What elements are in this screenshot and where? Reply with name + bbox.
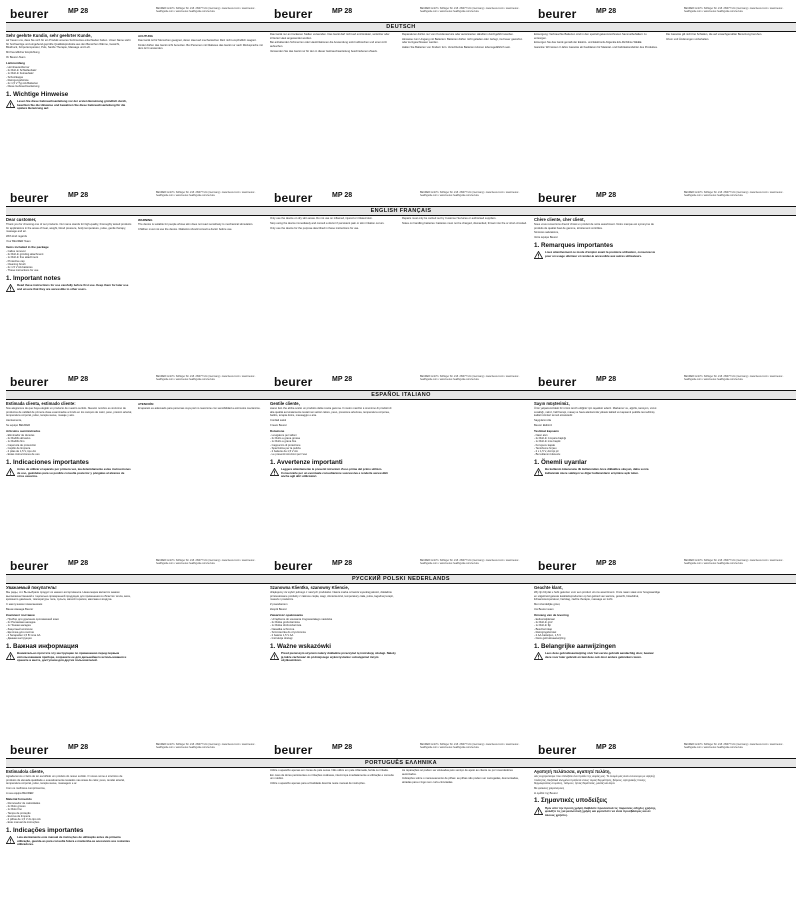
spread-header [0,558,802,574]
warning-text: Πριν από την πρώτη χρήση διαβάστε προσεκτικά τις παρούσες οδηγίες χρήσης, φυλάξτε τις για μελλοντική χρήση και φροντίστε να είναι προσβάσιμες και σε άλλους χρήστες. [545,805,657,817]
delivery-item: - 1x Roll-In fijn [534,624,552,628]
delivery-item: - Protective cap [6,259,25,263]
delivery-item: - Szczoteczka do czyszczenia [270,630,306,634]
greeting-title: Уважаемый покупатель! [6,585,57,590]
model-label: MP 28 [332,376,353,383]
page-left-col-a [6,217,132,357]
team-signature: A sua equipa BEURER [6,791,34,795]
body-paragraph: Indicações sobre o manuseamento de pilhas: as pilhas não podem ser carregadas, desmontadas, atiradas para o fogo nem curto-circuitadas. [402,777,519,784]
model-label: MP 28 [332,8,353,15]
spread-header [0,190,802,206]
beurer-logo: beurer [274,191,313,205]
delivery-item: - Escova de limpeza [6,814,31,818]
delivery-title: Комплект поставки [6,612,35,617]
manual-spread-pt-el [0,736,802,912]
delivery-item: - Cappuccio di protezione [270,443,301,447]
page-header-mid [270,558,534,574]
page-right-col-a [534,401,660,541]
greeting-title: Αγαπητή πελάτισσα, αγαπητέ πελάτη, [534,769,611,774]
body-paragraph: As reparações só podem ser efetuadas pelo serviço de apoio ao cliente ou por revendedores autorizados. [402,769,513,776]
delivery-item: - 2 pilhas de 1,5 V do tipo AA [6,818,41,822]
delivery-item: - Beschermkap [534,627,553,631]
delivery-item: - 2x 1,5 V Typ AA Batterien [6,82,39,86]
delivery-item: - 2x 1.5 V AA batteries [6,266,33,270]
model-label: MP 28 [68,744,89,751]
delivery-item: - Diese Gebrauchsanleitung [6,85,40,89]
team-signature: Zespół Beurer [270,607,287,611]
language-band: РУССКИЙ POLSKI NEDERLANDS [6,574,796,584]
delivery-item: - Instrukcja obsługi [270,637,293,641]
delivery-title: Zawartość opakowania [270,612,303,617]
intro-paragraph: wir freuen uns, dass Sie sich für ein Produkt unseres Sortimentes entschieden haben. Unser Name steht für hochwertige und eingehend geprüfte Qualitätsprodukte aus den Bereichen Wärme, Gewicht, Blutdruck, Körpertemperatur, Puls, Sanfte Therapie, Massage und Luft. [6,39,131,49]
warning-text: Przed pierwszym użyciem należy dokładnie przeczytać tę instrukcję obsługi. Należy ją także zachować do późniejszego wykorzystania i udostępniać innym użytkownikom. [281,651,396,663]
note-title: WARNING [138,218,153,222]
delivery-item: - 2x Roll-In grinding attachment [6,252,44,256]
address-line: BEURER GmbH • Söflinger Str. 218 • 89077 Ulm (Germany) • www.beurer.com • www.beurer-healthguide.com • www.beurer-healthguide.com/service [684,743,784,749]
model-label: MP 28 [332,744,353,751]
body-paragraph: Die Garantie gilt nicht bei Schäden, die auf unsachgemäßer Benutzung beruhen. [666,33,763,36]
closing-line: Met vriendelijke groet, [534,602,561,606]
page-mid-col-a [270,33,396,173]
delivery-item: - Estas instrucciones de uso [6,453,40,457]
beurer-logo: beurer [274,375,313,389]
intro-paragraph: Thank you for choosing one of our products. Our name stands for high-quality, thoroughly tested products for applications in the areas of heat, weight, blood pressure, body temperature, pulse, gentle therapy, massage and air. [6,223,132,233]
section-heading: 1. Σημαντικές υποδείξεις [534,797,608,805]
model-label: MP 28 [68,8,89,15]
greeting-title: Chère cliente, cher client, [534,217,585,222]
delivery-item: - 2x Rodillo abrasivo [6,436,31,440]
page-left-col-b [138,33,264,173]
delivery-item: - Le presenti istruzioni per l'uso [270,453,308,457]
section-heading: 1. Ważne wskazówki [270,642,332,650]
page-header-left [6,190,270,206]
beurer-logo: beurer [538,375,577,389]
delivery-item: - Защитный колпачок [6,627,33,631]
page-mid-col-b [402,33,528,173]
intro-paragraph: Мы рады, что Вы выбрали продукт из нашего ассортимента. Наша марка является знаком высококачественной и тщательно проверенной продукции для применения в областях тепла, веса, кровяного давления, температуры тела, пульса, мягкой терапии, массажа и воздуха. [6,591,131,601]
spread-header [0,742,802,758]
delivery-item: - Прибор для удаления ороговевшей кожи [6,617,59,621]
model-label: MP 28 [68,560,89,567]
intro-paragraph: siamo lieti che abbia scelto un prodotto della nostra gamma. Il nostro marchio è sinonimo di prodotti di alta qualità accuratamente testati nei settori calore, peso, pressione arteriosa, temperatura corporea, battito, terapia dolce, massaggio e aria. [270,407,392,417]
manual-spread-de [0,0,802,176]
delivery-item: - Eliminador de durezas [6,433,35,437]
address-line: BEURER GmbH • Söflinger Str. 218 • 89077 Ulm (Germany) • www.beurer.com • www.beurer-healthguide.com • www.beurer-healthguide.com/service [684,559,784,565]
page-header-left [6,742,270,758]
beurer-logo: beurer [10,743,49,757]
intro-paragraph: Nos alegramos de que haya elegido un producto de nuestro surtido. Nuestro nombre es sinónimo de productos de calidad de primera clase examinados a fondo en los campos de calor, peso, presión arterial, temperatura corporal, pulso, terapia suave, masaje y aire. [6,407,132,417]
warning-text: Read these instructions for use carefully before first use. Keep them for later use and ensure that they are accessible to other users. [17,283,129,291]
beurer-logo: beurer [10,191,49,205]
delivery-item: - Cepillo de limpieza [6,446,31,450]
section-heading: 1. Wichtige Hinweise [6,90,69,98]
section-heading: 1. Indicações importantes [6,826,84,834]
delivery-item: - Temizleme fırçası [534,446,557,450]
warning-text: Leggere attentamente le presenti istruzioni d'uso prima del primo utilizzo. Conservarle per un eventuale consultazione successiva e renderle accessibili anche agli altri utilizzatori. [281,467,388,479]
greeting-title: Geachte klant, [534,585,563,590]
address-line: BEURER GmbH • Söflinger Str. 218 • 89077 Ulm (Germany) • www.beurer.com • www.beurer-healthguide.com • www.beurer-healthguide.com/service [420,743,520,749]
warning-icon [534,652,543,660]
body-paragraph: Garantie: Wir leisten 3 Jahre Garantie ab Kaufdatum für Material- und Fabrikationsfehler des Produktes. [534,46,658,50]
delivery-item: - 1x Rolka drobnoziarnista [270,624,302,628]
page-header-mid [270,190,534,206]
address-line: BEURER GmbH • Söflinger Str. 218 • 89077 Ulm (Germany) • www.beurer.com • www.beurer-healthguide.com • www.beurer-healthguide.com/service [156,743,256,749]
delivery-item: - 1x Тонкая насадка [6,624,31,628]
delivery-item: - 2x Roll-In grof [534,620,553,624]
delivery-item: - Nasır alıcı [534,433,548,437]
closing-line: With kind regards [6,234,27,238]
delivery-item: - Eeltverwijderaar [534,617,555,621]
address-line: BEURER GmbH • Söflinger Str. 218 • 89077 Ulm (Germany) • www.beurer.com • www.beurer-healthguide.com • www.beurer-healthguide.com/service [420,375,520,381]
beurer-logo: beurer [274,7,313,21]
delivery-item: - 2 batterie da 1,5 V AA [270,450,298,454]
team-signature: Uw Beurer-team [534,607,554,611]
delivery-title: Lieferumfang [6,60,26,65]
delivery-item: - 1x Rolo fino [6,808,22,812]
warning-icon [6,652,15,660]
model-label: MP 28 [596,744,617,751]
page-left-col-a [6,585,132,725]
delivery-item: - 1x Roll-In Feinaufsatz [6,72,34,76]
delivery-title: Material fornecido [6,796,32,801]
warning-box [270,467,396,480]
beurer-logo: beurer [274,743,313,757]
address-line: BEURER GmbH • Söflinger Str. 218 • 89077 Ulm (Germany) • www.beurer.com • www.beurer-healthguide.com • www.beurer-healthguide.com/service [684,7,784,13]
delivery-item: - 1x Roll-In fine attachment [6,256,39,260]
delivery-item: - Koruyucu kapak [534,443,555,447]
warning-icon [534,468,543,476]
greeting-title: Estimada clienta, estimado cliente: [6,401,76,406]
page-header-right [534,6,798,22]
delivery-item: - Schutzkappe [6,75,24,79]
delivery-item: - 2x Rolka gruboziarnista [270,620,300,624]
body-paragraph: Repairs must only be carried out by Customer Services or authorised suppliers. [402,217,497,220]
greeting-title: Dear customer, [6,217,37,222]
section-heading: 1. Avvertenze importanti [270,458,343,466]
team-signature: Η ομάδα της Beurer [534,791,558,795]
warning-icon [6,468,15,476]
model-label: MP 28 [596,376,617,383]
warning-icon [270,468,279,476]
closing-line: Saygılarımızla [534,418,552,422]
note-paragraph: El aparato es adecuado para personas cuya piel no reaccione con sensibilidad a estímulos mecánicos. [138,407,261,410]
delivery-title: Items included in the package [6,244,49,249]
address-line: BEURER GmbH • Söflinger Str. 218 • 89077 Ulm (Germany) • www.beurer.com • www.beurer-healthguide.com • www.beurer-healthguide.com/service [156,191,256,197]
team-signature: Ваша команда Beurer [6,607,34,611]
page-header-left [6,374,270,390]
warning-text: Lesen Sie diese Gebrauchsanleitung vor der ersten Benutzung gründlich durch, beachten Sie die Hinweise und bewahren Sie diese Gebrauchsanleitung für die spätere Benutzung auf. [17,99,127,111]
greeting-title: Estimado/a cliente, [6,769,44,774]
delivery-title: Teslimat kapsamı [534,428,559,433]
spread-header [0,6,802,22]
body-paragraph: Notes on handling batteries: batteries must not be charged, dismantled, thrown into fire or short-circuited. [402,221,527,225]
language-band: PORTUGUÊS ΕΛΛΗΝΙΚΑ [6,758,796,768]
greeting-title: Szanowna Klientko, szanowny Kliencie, [270,585,349,590]
warning-icon [534,251,543,259]
section-heading: 1. Важная информация [6,642,79,650]
body-paragraph: Entsorgen Sie das Gerät gemäß der Elektro- und Elektronik Altgeräte EG-Richtlinie WEEE. [534,41,643,45]
closing-line: Com os melhores cumprimentos, [6,786,46,790]
model-label: MP 28 [332,560,353,567]
warning-icon [534,807,543,815]
model-label: MP 28 [596,192,617,199]
delivery-item: - Levigatore per talloni [270,433,297,437]
section-heading: 1. Important notes [6,274,61,282]
delivery-item: - 2 baterie 1,5 V AA [270,634,294,638]
delivery-item: - 1x Rullo a grana fine [270,440,297,444]
model-label: MP 28 [596,560,617,567]
delivery-item: - 2 батарейки 1,5 В типа AA [6,634,41,638]
body-paragraph: Bei anhaltenden Schmerzen oder Hautirritationen die Anwendung sofort abbrechen und einen Arzt aufsuchen. [270,41,387,48]
page-right-col-a [534,33,660,173]
delivery-item: - Spazzolina per la pulizia [270,446,301,450]
page-header-right [534,742,798,758]
delivery-item: - 1x Roll-In ince başlık [534,440,561,444]
delivery-title: Dotazione [270,428,285,433]
intro-paragraph: dziękujemy za wybór jednego z naszych produktów. Nasza marka oznacza wysokiej jakości, dokładnie przetestowane produkty z zakresu ciepła, wagi, ciśnienia krwi, temperatury ciała, pulsu, łagodnej terapii, masażu i powietrza. [270,591,394,601]
delivery-title: Artículos suministrados [6,428,41,433]
warning-icon [270,652,279,660]
intro-paragraph: Wij zijn blij dat u hebt gekozen voor een product uit ons assortiment. Onze naam staat voor hoogwaardige en uitgebreid geteste kwaliteitsproducten op het gebied van warmte, gewicht, bloeddruk, lichaamstemperatuur, hartslag, zachte therapie, massage en lucht. [534,591,660,601]
address-line: BEURER GmbH • Söflinger Str. 218 • 89077 Ulm (Germany) • www.beurer.com • www.beurer-healthguide.com • www.beurer-healthguide.com/service [684,375,784,381]
warning-box [6,283,132,294]
delivery-item: - Nasadka ochronna [270,627,295,631]
page-right-col-b [666,33,792,173]
note-paragraph: Das Gerät ist für Menschen geeignet, deren Haut auf mechanischen Reiz nicht empfindlich reagiert. [138,39,257,42]
delivery-item: - Reinigingsborstel [534,630,557,634]
delivery-item: - Щеточка для очистки [6,630,35,634]
team-signature: Ihr Beurer-Team [6,55,26,59]
delivery-item: - Este manual de instruções [6,821,40,825]
delivery-item: - Urządzenie do usuwania zrogowaciałego naskórka [270,617,333,621]
delivery-item: - Deze gebruiksaanwijzing [534,637,566,641]
delivery-item: - Hornhautentferner [6,65,30,69]
page-left-col-a [6,33,132,173]
body-paragraph: Stop using the device immediately and consult a doctor if persistent pain or skin irritation occurs. [270,221,385,225]
page-header-left [6,558,270,574]
warning-text: Antes de utilizar el aparato por primera vez, lea detenidamente estas instrucciones de uso, guárdelas para su posible consulta posterior y póngalas al alcance de otros usuarios. [17,467,131,479]
address-line: BEURER GmbH • Söflinger Str. 218 • 89077 Ulm (Germany) • www.beurer.com • www.beurer-healthguide.com • www.beurer-healthguide.com/service [156,559,256,565]
beurer-logo: beurer [10,559,49,573]
delivery-item: - Callus remover [6,249,26,253]
body-paragraph: Entsorgung: Verbrauchte Batterien sind in den speziell gekennzeichneten Sammelbehältern zu entsorgen. [534,33,647,40]
spread-header [0,374,802,390]
body-paragraph: Utilize o aparelho apenas em zonas de pele secas. Não utilize em pele inflamada, ferida ou irritada. [270,769,389,772]
closing-line: Mit freundlicher Empfehlung [6,50,40,54]
body-paragraph: Only use the device for the purpose described in these instructions for use. [270,226,360,230]
body-paragraph: Verwenden Sie das Gerät nur für den in dieser Gebrauchsanleitung beschriebenen Zweck. [270,49,378,53]
body-paragraph: Hinweise zum Umgang mit Batterien: Batterien dürfen nicht geladen oder zerlegt, ins Feuer geworfen oder kurzgeschlossen werden. [402,37,523,45]
note-title: ACHTUNG [138,34,153,38]
address-line: BEURER GmbH • Söflinger Str. 218 • 89077 Ulm (Germany) • www.beurer.com • www.beurer-healthguide.com • www.beurer-healthguide.com/service [420,559,520,565]
body-paragraph: Halten Sie Batterien von Kindern fern. Verschluckte Batterien können lebensgefährlich sein. [402,46,511,50]
closing-line: Με φιλικούς χαιρετισμούς [534,786,565,790]
section-heading: 1. Remarques importantes [534,241,614,249]
body-paragraph: Utilize o aparelho apenas para a finalidade descrita neste manual de instruções. [270,782,366,786]
page-header-mid [270,6,534,22]
delivery-item: - 2x Rullo a grana grossa [270,436,301,440]
warning-text: Leia atentamente este manual de instruções de utilização antes da primeira utilização, guarde-as para consulta futura e mantenha-as acessíveis aos restantes utilizadores. [17,835,130,847]
delivery-item: - These instructions for use [6,269,39,273]
page-right-col-a [534,217,660,357]
closing-line: Z poważaniem [270,602,288,606]
beurer-logo: beurer [538,559,577,573]
manual-spread-ru-pl-nl [0,552,802,728]
closing-line: С наилучшими пожеланиями [6,602,43,606]
model-label: MP 28 [68,192,89,199]
warning-box [534,651,660,662]
language-band: ENGLISH FRANÇAIS [6,206,796,216]
page-header-left [6,6,270,22]
warning-box [6,467,132,480]
page-mid-col-b [402,769,528,909]
page-mid-col-a [270,585,396,725]
page-left-col-b [138,217,264,357]
page-left-col-a [6,769,132,909]
body-paragraph: Irrtum und Änderungen vorbehalten. [666,37,710,41]
warning-icon [6,836,15,844]
address-line: BEURER GmbH • Söflinger Str. 218 • 89077 Ulm (Germany) • www.beurer.com • www.beurer-healthguide.com • www.beurer-healthguide.com/service [156,375,256,381]
address-line: BEURER GmbH • Söflinger Str. 218 • 89077 Ulm (Germany) • www.beurer.com • www.beurer-healthguide.com • www.beurer-healthguide.com/service [420,7,520,13]
warning-text: Lisez attentivement ce mode d'emploi avant la première utilisation, conservez-le pour un usage ultérieur et rendez-le accessible aux autres utilisateurs. [545,250,656,258]
delivery-item: - Cleaning brush [6,262,26,266]
note-title: ATENCIÓN [138,402,154,406]
greeting-title: Sayın müşterimiz, [534,401,570,406]
note-paragraph: The device is suitable for people whose skin does not react sensitively to mechanical stimulation. [138,223,254,226]
page-mid-col-b [402,217,528,357]
page-header-right [534,190,798,206]
delivery-item: - 2 x 1,5 V, AA tipi pil [534,450,559,454]
beurer-logo: beurer [538,743,577,757]
intro-paragraph: Ürün yelpazemizdeki bir ürünü tercih ettiğiniz için teşekkür ederiz. Markamız ısı, ağırlık, tansiyon, vücut sıcaklığı, nabız, hafif terapi, masaj ve hava alanlarında yüksek kaliteli ve kapsamlı şekilde test edilmiş kaliteli ürünleri temsil etmektedir. [534,407,657,417]
delivery-title: Omvang van de levering [534,612,569,617]
delivery-item: - 2x Роликовая насадка [6,620,36,624]
warning-icon [6,284,15,292]
manual-spread-en-fr [0,184,802,360]
intro-paragraph: σας ευχαριστούμε που επιλέξατε ένα προϊόν της σειράς μας. Το όνομά μας είναι συνώνυμο με υψηλής ποιότητας, διεξοδικά ελεγμένα προϊόντα στους τομείς θερμότητας, βάρους, αρτηριακής πίεσης, θερμοκρασίας σώματος, παλμών, ήπιας θεραπείας, μασάζ και αέρα. [534,775,656,785]
team-signature: Your BEURER Team [6,239,31,243]
page-left-col-a [6,401,132,541]
model-label: MP 28 [68,376,89,383]
delivery-item: - Bu kullanım kılavuzu [534,453,561,457]
delivery-item: - 2x Rolo grosso [6,804,26,808]
delivery-item: - 2x Roll-In zımpara başlığı [534,436,567,440]
page-right-col-a [534,585,660,725]
delivery-item: - Caperuza de protección [6,443,37,447]
delivery-item: - 1x Rodillo fino [6,440,25,444]
body-paragraph: Only use the device on dry skin areas. Do not use on inflamed, injured or irritated skin. [270,217,373,220]
beurer-logo: beurer [10,7,49,21]
delivery-item: - Reinigungsbürste [6,78,29,82]
page-mid-col-a [270,401,396,541]
section-heading: 1. Önemli uyarılar [534,458,587,466]
greeting-title: Sehr geehrte Kundin, sehr geehrter Kunde, [6,33,92,38]
delivery-item: - Tampa de proteção [6,811,31,815]
address-line: BEURER GmbH • Söflinger Str. 218 • 89077 Ulm (Germany) • www.beurer.com • www.beurer-healthguide.com • www.beurer-healthguide.com/service [684,191,784,197]
team-signature: Votre équipe Beurer [534,236,558,240]
warning-box [534,467,660,478]
address-line: BEURER GmbH • Söflinger Str. 218 • 89077 Ulm (Germany) • www.beurer.com • www.beurer-healthguide.com • www.beurer-healthguide.com/service [420,191,520,197]
warning-text: Lees deze gebruiksaanwijzing vóór het eerste gebruik aandachtig door, bewaar deze voor later gebruik en laat deze ook door andere gebruikers lezen. [545,651,654,659]
warning-box [534,806,660,819]
beurer-logo: beurer [10,375,49,389]
team-signature: Su equipo BEURER [6,423,31,427]
page-mid-col-a [270,217,396,357]
warning-box [6,99,132,112]
beurer-logo: beurer [538,7,577,21]
warning-icon [6,100,15,108]
page-left-col-b [138,401,264,541]
warning-text: Bu kullanım kılavuzunu ilk kullanımdan önce dikkatlice okuyun, daha sonra kullanmak üzere saklayın ve diğer kullanıcıların erişimine açık tutun. [545,467,649,475]
closing-line: Atentamente, [6,418,22,422]
address-line: BEURER GmbH • Söflinger Str. 218 • 89077 Ulm (Germany) • www.beurer.com • www.beurer-healthguide.com • www.beurer-healthguide.com/service [156,7,256,13]
delivery-item: - 2 pilas de 1,5 V, tipo AA [6,450,36,454]
note-paragraph: Children must not use the device. Diabetics should consult a doctor before use. [138,227,233,231]
closing-line: Sincères salutations, [534,231,559,235]
page-header-right [534,558,798,574]
body-paragraph: Em caso de dores persistentes ou irritações cutâneas, interrompa imediatamente a utilização e consulte um médico. [270,773,394,781]
closing-line: Cordiali saluti [270,418,287,422]
body-paragraph: Das Gerät nur an trockenen Stellen verwenden. Das Gerät darf nicht auf entzündeter, verletzter oder irritierter Haut angewendet werden. [270,33,390,40]
team-signature: Il team Beurer [270,423,287,427]
model-label: MP 28 [332,192,353,199]
delivery-item: - Removedor de calosidades [6,801,41,805]
manual-spread-es-it-tr [0,368,802,544]
language-band: DEUTSCH [6,22,796,32]
beurer-logo: beurer [274,559,313,573]
page-mid-col-a [270,769,396,909]
page-right-col-a [534,769,660,909]
warning-box [6,835,132,848]
intro-paragraph: Nous vous remercions d'avoir choisi un produit de notre assortiment. Notre marque est synonyme de produits de qualité haut de gamme, étroitement contrôlés. [534,223,654,230]
warning-box [270,651,396,664]
page-header-mid [270,742,534,758]
greeting-title: Gentile cliente, [270,401,300,406]
delivery-item: - Данная инструкция [6,637,32,641]
delivery-item: - 2 AA-batterijen, 1,5 V [534,634,562,638]
model-label: MP 28 [596,8,617,15]
warning-box [534,250,660,261]
note-paragraph: Kinder dürfen das Gerät nicht benutzen. Bei Personen mit Diabetes das Gerät nur nach Rücksprache mit dem Arzt verwenden. [138,43,263,51]
warning-text: Внимательно прочтите эту инструкцию по применению перед первым использованием прибора, сохраните ее для дальнейшего использования и храните в месте, доступном для других пользователей. [17,651,127,663]
section-heading: 1. Belangrijke aanwijzingen [534,642,616,650]
page-header-right [534,374,798,390]
team-signature: Beurer Ekibiniz [534,423,553,427]
page-header-mid [270,374,534,390]
warning-box [6,651,132,664]
section-heading: 1. Indicaciones importantes [6,458,89,466]
language-band: ESPAÑOL ITALIANO [6,390,796,400]
intro-paragraph: Agradecemos o facto de ter escolhido um produto do nosso sortido. O nosso nome é sinónimo de produtos de elevada qualidade e exaustivamente testados nas áreas de calor, peso, tensão arterial, temperatura corporal, pulso, terapia suave, massagem e ar. [6,775,125,785]
body-paragraph: Reparaturen dürfen nur vom Kundenservice oder autorisierten Händlern durchgeführt werden. [402,33,514,36]
delivery-item: - 2x Roll-In Schleifaufsatz [6,68,37,72]
beurer-logo: beurer [538,191,577,205]
